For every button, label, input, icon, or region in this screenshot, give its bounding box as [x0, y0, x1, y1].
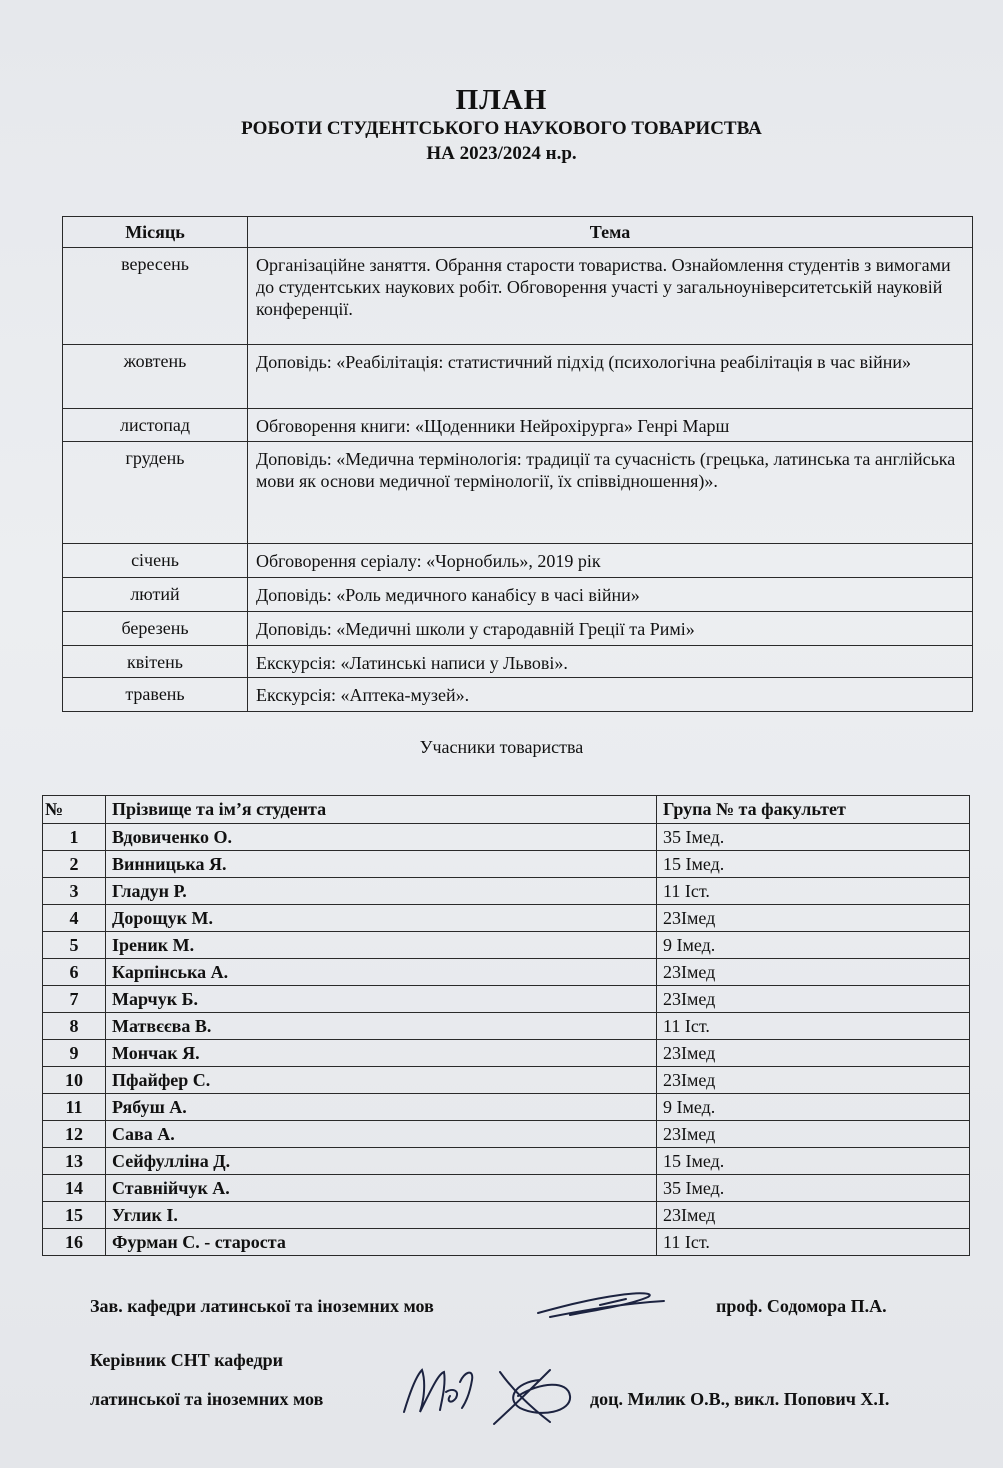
member-name: Мончак Я. — [106, 1040, 657, 1067]
plan-row — [63, 646, 973, 678]
plan-month: листопад — [63, 409, 248, 442]
plan-table — [62, 216, 973, 712]
head-of-department-label: Зав. кафедри латинської та іноземних мов — [90, 1296, 434, 1316]
member-num: 5 — [43, 932, 106, 959]
member-num: 9 — [43, 1040, 106, 1067]
head-signature-image — [530, 1285, 670, 1325]
member-group: 23Імед — [657, 1202, 970, 1229]
plan-row — [63, 442, 973, 544]
plan-row — [63, 578, 973, 612]
members-table-header-row — [43, 796, 970, 824]
plan-topic: Обговорення серіалу: «Чорнобиль», 2019 рік — [248, 544, 973, 578]
table-row — [43, 824, 970, 851]
table-row — [43, 1094, 970, 1121]
member-num: 11 — [43, 1094, 106, 1121]
members-header-num: № — [43, 796, 106, 824]
member-name: Матвєєва В. — [106, 1013, 657, 1040]
member-group: 23Імед — [657, 959, 970, 986]
member-num: 6 — [43, 959, 106, 986]
member-group: 23Імед — [657, 1040, 970, 1067]
member-num: 2 — [43, 851, 106, 878]
members-section-title: Учасники товариства — [419, 737, 584, 757]
plan-month: березень — [63, 612, 248, 646]
plan-topic: Організаційне заняття. Обрання старости товариства. Ознайомлення студентів з вимогами до студентських наукових робіт. Обговорення участі у загальноуніверситетській науковій конференції. — [248, 248, 973, 345]
plan-topic: Доповідь: «Медична термінологія: традиції та сучасність (грецька, латинська та англійська мови як основи медичної термінології, їх співвідношення)». — [248, 442, 973, 544]
member-group: 9 Імед. — [657, 1094, 970, 1121]
table-row — [43, 1175, 970, 1202]
member-name: Дорощук М. — [106, 905, 657, 932]
member-num: 15 — [43, 1202, 106, 1229]
plan-month: грудень — [63, 442, 248, 544]
plan-topic: Доповідь: «Медичні школи у стародавній Греції та Римі» — [248, 612, 973, 646]
member-name: Сава А. — [106, 1121, 657, 1148]
table-row — [43, 986, 970, 1013]
member-name: Марчук Б. — [106, 986, 657, 1013]
member-group: 23Імед — [657, 1067, 970, 1094]
members-header-name: Прізвище та ім’я студента — [106, 796, 657, 824]
member-name: Ставнійчук А. — [106, 1175, 657, 1202]
plan-row — [63, 248, 973, 345]
table-row — [43, 959, 970, 986]
document-subtitle-line2: НА 2023/2024 н.р. — [426, 143, 577, 164]
plan-month: квітень — [63, 646, 248, 678]
member-name: Винницька Я. — [106, 851, 657, 878]
member-group: 23Імед — [657, 905, 970, 932]
member-name: Сейфулліна Д. — [106, 1148, 657, 1175]
table-row — [43, 1067, 970, 1094]
members-table — [42, 795, 970, 1256]
plan-topic: Доповідь: «Роль медичного канабісу в часі війни» — [248, 578, 973, 612]
member-num: 13 — [43, 1148, 106, 1175]
member-num: 8 — [43, 1013, 106, 1040]
member-num: 4 — [43, 905, 106, 932]
plan-row — [63, 612, 973, 646]
table-row — [43, 1229, 970, 1256]
plan-topic: Доповідь: «Реабілітація: статистичний підхід (психологічна реабілітація в час війни» — [248, 345, 973, 409]
table-row — [43, 1202, 970, 1229]
member-group: 11 Іст. — [657, 878, 970, 905]
plan-month: жовтень — [63, 345, 248, 409]
supervisor-names: доц. Милик О.В., викл. Попович Х.І. — [590, 1389, 890, 1409]
plan-topic: Обговорення книги: «Щоденники Нейрохірурга» Генрі Марш — [248, 409, 973, 442]
table-row — [43, 1121, 970, 1148]
member-num: 14 — [43, 1175, 106, 1202]
member-name: Пфайфер С. — [106, 1067, 657, 1094]
table-row — [43, 878, 970, 905]
plan-row — [63, 409, 973, 442]
member-group: 23Імед — [657, 1121, 970, 1148]
member-group: 15 Імед. — [657, 1148, 970, 1175]
member-num: 1 — [43, 824, 106, 851]
member-group: 15 Імед. — [657, 851, 970, 878]
plan-header-topic: Тема — [248, 217, 973, 248]
table-row — [43, 932, 970, 959]
document-header — [0, 84, 1003, 166]
plan-table-header-row — [63, 217, 973, 248]
plan-month: січень — [63, 544, 248, 578]
member-group: 11 Іст. — [657, 1229, 970, 1256]
member-name: Фурман С. - староста — [106, 1229, 657, 1256]
plan-month: травень — [63, 678, 248, 712]
table-row — [43, 1040, 970, 1067]
member-group: 9 Імед. — [657, 932, 970, 959]
table-row — [43, 905, 970, 932]
plan-row — [63, 544, 973, 578]
member-name: Іреник М. — [106, 932, 657, 959]
plan-month: вересень — [63, 248, 248, 345]
plan-topic: Екскурсія: «Аптека-музей». — [248, 678, 973, 712]
member-num: 7 — [43, 986, 106, 1013]
member-num: 12 — [43, 1121, 106, 1148]
member-name: Карпінська А. — [106, 959, 657, 986]
member-name: Вдовиченко О. — [106, 824, 657, 851]
member-group: 11 Іст. — [657, 1013, 970, 1040]
table-row — [43, 1148, 970, 1175]
member-group: 35 Імед. — [657, 824, 970, 851]
supervisor-label-line2: латинської та іноземних мов — [90, 1389, 324, 1409]
supervisor-signatures-image — [390, 1352, 590, 1436]
member-num: 16 — [43, 1229, 106, 1256]
table-row — [43, 851, 970, 878]
member-num: 3 — [43, 878, 106, 905]
supervisor-label-line1: Керівник СНТ кафедри — [90, 1350, 283, 1370]
member-num: 10 — [43, 1067, 106, 1094]
plan-row — [63, 678, 973, 712]
plan-row — [63, 345, 973, 409]
members-header-group: Група № та факультет — [657, 796, 970, 824]
plan-header-month: Місяць — [63, 217, 248, 248]
table-row — [43, 1013, 970, 1040]
member-group: 23Імед — [657, 986, 970, 1013]
plan-month: лютий — [63, 578, 248, 612]
head-of-department-name: проф. Содомора П.А. — [716, 1296, 887, 1316]
member-group: 35 Імед. — [657, 1175, 970, 1202]
member-name: Гладун Р. — [106, 878, 657, 905]
document-title: ПЛАН — [455, 84, 548, 116]
member-name: Углик І. — [106, 1202, 657, 1229]
member-name: Рябуш А. — [106, 1094, 657, 1121]
document-subtitle-line1: РОБОТИ СТУДЕНТСЬКОГО НАУКОВОГО ТОВАРИСТВА — [241, 118, 762, 139]
plan-topic: Екскурсія: «Латинські написи у Львові». — [248, 646, 973, 678]
